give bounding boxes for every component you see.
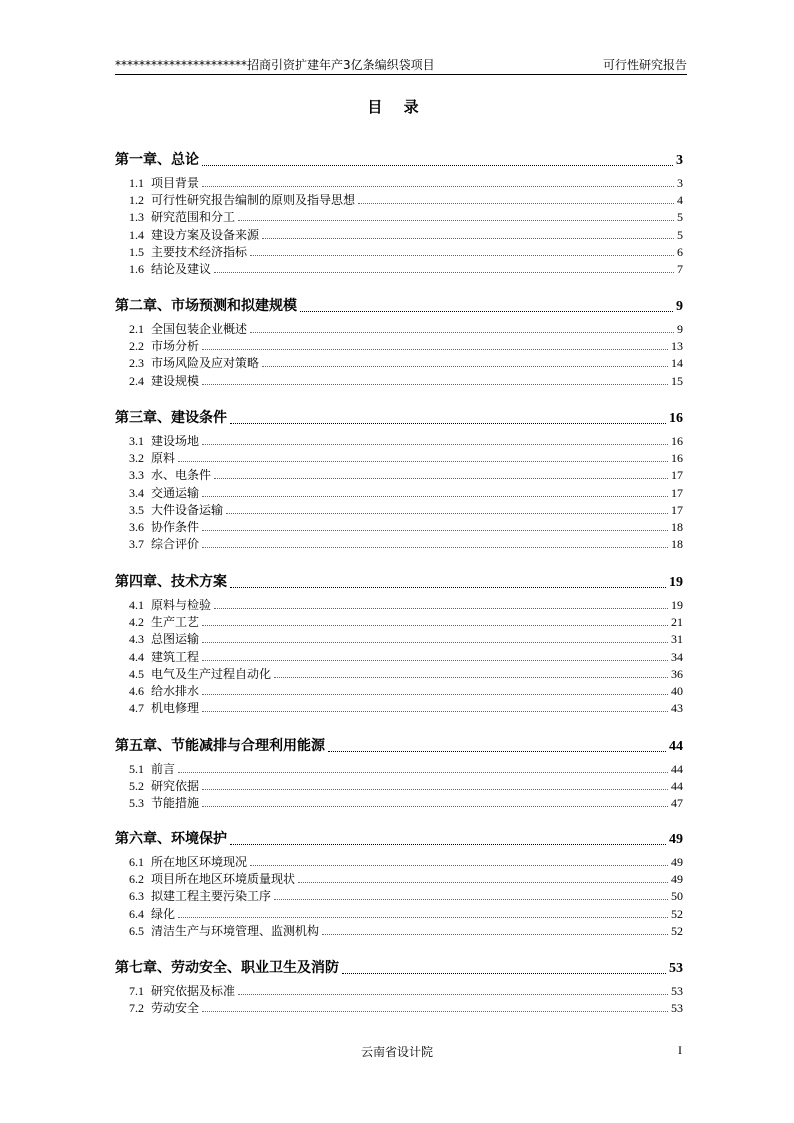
toc-section-title: 给水排水 xyxy=(151,684,200,698)
toc-chapter-page: 19 xyxy=(669,575,683,590)
toc-section-page: 4 xyxy=(677,193,683,208)
toc-section-number: 4.4 xyxy=(129,649,144,664)
toc-section-entry[interactable] xyxy=(129,373,683,389)
toc-section-page: 19 xyxy=(671,598,683,612)
toc-section-number: 7.2 xyxy=(129,1001,144,1016)
toc-section-page: 5 xyxy=(677,210,683,225)
toc-leader-dots xyxy=(230,422,666,424)
toc-section-page: 52 xyxy=(671,923,683,938)
toc-chapter-entry[interactable] xyxy=(115,958,683,978)
toc-leader-dots xyxy=(274,898,668,900)
toc-section-page: 44 xyxy=(671,779,683,794)
toc-section-number: 6.3 xyxy=(129,889,144,904)
toc-section-entry[interactable] xyxy=(129,467,683,483)
toc-section-number: 1.4 xyxy=(129,227,144,242)
toc-leader-dots xyxy=(214,607,668,609)
toc-section-title: 前言 xyxy=(151,762,176,776)
toc-section-number: 1.3 xyxy=(129,210,144,225)
toc-leader-dots xyxy=(214,271,674,273)
toc-section-entry[interactable] xyxy=(129,227,683,243)
toc-section-title: 大件设备运输 xyxy=(151,502,224,517)
toc-leader-dots xyxy=(202,546,668,548)
toc-section-title: 劳动安全 xyxy=(151,1001,200,1016)
toc-section-page: 49 xyxy=(671,855,683,869)
toc-section-page: 17 xyxy=(671,502,683,517)
toc-chapter-title: 第七章、劳动安全、职业卫生及消防 xyxy=(115,960,339,976)
toc-section-page: 14 xyxy=(671,356,683,371)
toc-section-entry[interactable] xyxy=(129,1000,683,1016)
toc-section-page: 9 xyxy=(677,322,683,336)
toc-leader-dots xyxy=(250,254,674,256)
toc-leader-dots xyxy=(178,916,668,918)
toc-leader-dots xyxy=(178,771,668,773)
toc-chapter-page: 3 xyxy=(676,153,683,168)
toc-section-entry[interactable] xyxy=(129,502,683,518)
toc-section-number: 2.2 xyxy=(129,339,144,354)
toc-section-number: 1.2 xyxy=(129,193,144,208)
toc-section-number: 3.4 xyxy=(129,485,144,500)
toc-chapter-page: 44 xyxy=(669,739,683,754)
toc-section-entry[interactable] xyxy=(129,906,683,922)
toc-leader-dots xyxy=(202,348,668,350)
toc-section-number: 5.3 xyxy=(129,796,144,811)
toc-section-entry[interactable] xyxy=(129,536,683,552)
toc-section-title: 生产工艺 xyxy=(151,615,200,630)
toc-leader-dots xyxy=(358,202,674,204)
toc-section-number: 3.5 xyxy=(129,502,144,517)
toc-section-entry[interactable] xyxy=(129,433,683,449)
toc-section-page: 18 xyxy=(671,520,683,534)
toc-chapter-entry[interactable] xyxy=(115,829,683,849)
toc-leader-dots xyxy=(226,512,668,514)
toc-leader-dots xyxy=(202,1010,668,1012)
toc-section-page: 43 xyxy=(671,701,683,716)
toc-chapter-title: 第一章、总论 xyxy=(115,152,199,168)
toc-section-title: 主要技术经济指标 xyxy=(151,244,248,259)
toc-section-number: 2.3 xyxy=(129,356,144,371)
toc-chapter-page: 16 xyxy=(669,411,683,426)
toc-section-entry[interactable] xyxy=(129,761,683,777)
toc-section-title: 绿化 xyxy=(151,906,176,921)
toc-leader-dots xyxy=(202,624,668,626)
toc-section-number: 1.1 xyxy=(129,176,144,190)
toc-leader-dots xyxy=(230,843,666,845)
toc-section-number: 5.2 xyxy=(129,779,144,794)
toc-section-title: 总图运输 xyxy=(151,632,200,647)
toc-section-entry[interactable] xyxy=(129,700,683,716)
toc-section-title: 研究依据 xyxy=(151,779,200,794)
toc-section-title: 研究依据及标准 xyxy=(151,984,236,998)
toc-section-title: 全国包装企业概述 xyxy=(151,322,248,336)
toc-chapter-title: 第六章、环境保护 xyxy=(115,831,227,847)
toc-section-number: 4.1 xyxy=(129,598,144,612)
toc-section-title: 原料 xyxy=(151,451,176,466)
toc-chapter-title: 第三章、建设条件 xyxy=(115,410,227,426)
toc-section-entry[interactable] xyxy=(129,666,683,682)
toc-section-title: 建筑工程 xyxy=(151,649,200,664)
toc-section-page: 31 xyxy=(671,632,683,647)
toc-section-entry[interactable] xyxy=(129,244,683,260)
footer-organization: 云南省设计院 xyxy=(360,1045,433,1059)
toc-section-title: 所在地区环境现况 xyxy=(151,855,248,869)
toc-section-entry[interactable] xyxy=(129,338,683,354)
toc-section-entry[interactable] xyxy=(129,631,683,647)
toc-leader-dots xyxy=(202,805,668,807)
toc-section-title: 综合评价 xyxy=(151,537,200,552)
toc-leader-dots xyxy=(328,750,666,752)
toc-section-title: 可行性研究报告编制的原则及指导思想 xyxy=(151,193,356,208)
toc-leader-dots xyxy=(238,993,668,995)
toc-section-title: 项目所在地区环境质量现状 xyxy=(151,872,296,887)
toc-section-entry[interactable] xyxy=(129,683,683,699)
toc-leader-dots xyxy=(202,659,668,661)
toc-chapter-page: 53 xyxy=(669,961,683,976)
toc-leader-dots xyxy=(202,164,673,166)
toc-section-number: 6.2 xyxy=(129,872,144,887)
toc-section-title: 建设方案及设备来源 xyxy=(151,227,260,242)
toc-section-title: 原料与检验 xyxy=(151,598,212,612)
header-divider xyxy=(115,74,687,75)
toc-leader-dots xyxy=(322,933,668,935)
toc-section-entry[interactable] xyxy=(129,614,683,630)
toc-leader-dots xyxy=(178,460,668,462)
toc-leader-dots xyxy=(202,443,668,445)
toc-section-title: 电气及生产过程自动化 xyxy=(151,666,272,681)
toc-section-page: 50 xyxy=(671,889,683,904)
toc-section-number: 1.6 xyxy=(129,262,144,276)
toc-section-title: 市场风险及应对策略 xyxy=(151,356,260,371)
toc-section-page: 49 xyxy=(671,872,683,887)
page-footer xyxy=(0,1043,794,1059)
toc-chapter-title: 第五章、节能减排与合理利用能源 xyxy=(115,738,325,754)
toc-chapter-entry[interactable] xyxy=(115,150,683,170)
toc-chapter-entry[interactable] xyxy=(115,408,683,428)
toc-title: 目 录 xyxy=(367,98,427,116)
toc-section-number: 3.1 xyxy=(129,434,144,448)
toc-section-title: 清洁生产与环境管理、监测机构 xyxy=(151,923,320,938)
toc-section-number: 1.5 xyxy=(129,244,144,259)
toc-leader-dots xyxy=(274,676,668,678)
toc-leader-dots xyxy=(298,881,668,883)
toc-section-page: 52 xyxy=(671,906,683,921)
toc-section-entry[interactable] xyxy=(129,261,683,277)
toc-chapter-entry[interactable] xyxy=(115,296,683,316)
toc-section-number: 5.1 xyxy=(129,762,144,776)
toc-leader-dots xyxy=(202,788,668,790)
toc-section-entry[interactable] xyxy=(129,649,683,665)
toc-leader-dots xyxy=(230,586,666,588)
toc-section-page: 16 xyxy=(671,451,683,466)
toc-section-title: 项目背景 xyxy=(151,176,200,190)
toc-leader-dots xyxy=(202,383,668,385)
toc-section-number: 2.1 xyxy=(129,322,144,336)
toc-leader-dots xyxy=(250,331,674,333)
toc-section-entry[interactable] xyxy=(129,321,683,337)
toc-section-number: 3.7 xyxy=(129,537,144,552)
toc-section-title: 交通运输 xyxy=(151,485,200,500)
toc-section-entry[interactable] xyxy=(129,923,683,939)
toc-section-number: 6.1 xyxy=(129,855,144,869)
toc-section-page: 21 xyxy=(671,615,683,630)
toc-section-page: 7 xyxy=(677,262,683,276)
toc-section-page: 16 xyxy=(671,434,683,448)
toc-section-page: 40 xyxy=(671,684,683,698)
toc-section-title: 水、电条件 xyxy=(151,468,212,483)
toc-section-page: 47 xyxy=(671,796,683,811)
toc-section-page: 17 xyxy=(671,468,683,483)
toc-section-entry[interactable] xyxy=(129,192,683,208)
toc-leader-dots xyxy=(202,710,668,712)
footer-page-number: I xyxy=(678,1043,682,1057)
toc-section-entry[interactable] xyxy=(129,597,683,613)
toc-section-page: 53 xyxy=(671,984,683,998)
page-header xyxy=(115,57,687,73)
toc-chapter-entry[interactable] xyxy=(115,736,683,756)
toc-leader-dots xyxy=(214,477,668,479)
header-document-type: 可行性研究报告 xyxy=(602,58,687,72)
toc-leader-dots xyxy=(300,310,673,312)
toc-chapter-page: 49 xyxy=(669,832,683,847)
toc-leader-dots xyxy=(202,693,668,695)
toc-section-number: 4.5 xyxy=(129,666,144,681)
toc-section-page: 3 xyxy=(677,176,683,190)
toc-section-entry[interactable] xyxy=(129,778,683,794)
toc-section-number: 4.6 xyxy=(129,684,144,698)
toc-section-number: 3.3 xyxy=(129,468,144,483)
toc-section-number: 3.6 xyxy=(129,520,144,534)
toc-section-title: 建设规模 xyxy=(151,373,200,388)
toc-section-title: 市场分析 xyxy=(151,339,200,354)
toc-section-number: 4.2 xyxy=(129,615,144,630)
toc-section-page: 6 xyxy=(677,244,683,259)
toc-section-page: 44 xyxy=(671,762,683,776)
toc-section-entry[interactable] xyxy=(129,795,683,811)
toc-section-title: 节能措施 xyxy=(151,796,200,811)
toc-section-title: 协作条件 xyxy=(151,520,200,534)
toc-section-entry[interactable] xyxy=(129,175,683,191)
toc-leader-dots xyxy=(238,219,674,221)
toc-section-title: 研究范围和分工 xyxy=(151,210,236,225)
toc-section-number: 6.5 xyxy=(129,923,144,938)
toc-section-page: 17 xyxy=(671,485,683,500)
toc-section-number: 3.2 xyxy=(129,451,144,466)
toc-section-entry[interactable] xyxy=(129,355,683,371)
toc-section-entry[interactable] xyxy=(129,888,683,904)
toc-leader-dots xyxy=(202,495,668,497)
toc-section-title: 结论及建议 xyxy=(151,262,212,276)
toc-section-page: 36 xyxy=(671,666,683,681)
toc-section-entry[interactable] xyxy=(129,854,683,870)
toc-section-entry[interactable] xyxy=(129,450,683,466)
toc-section-page: 18 xyxy=(671,537,683,552)
toc-leader-dots xyxy=(202,641,668,643)
toc-section-entry[interactable] xyxy=(129,209,683,225)
toc-chapter-page: 9 xyxy=(676,299,683,314)
toc-section-number: 4.7 xyxy=(129,701,144,716)
toc-leader-dots xyxy=(250,864,668,866)
toc-section-page: 34 xyxy=(671,649,683,664)
toc-section-title: 拟建工程主要污染工序 xyxy=(151,889,272,904)
toc-section-title: 建设场地 xyxy=(151,434,200,448)
toc-section-number: 6.4 xyxy=(129,906,144,921)
toc-leader-dots xyxy=(202,185,674,187)
toc-section-title: 机电修理 xyxy=(151,701,200,716)
toc-section-entry[interactable] xyxy=(129,519,683,535)
toc-section-number: 4.3 xyxy=(129,632,144,647)
toc-leader-dots xyxy=(262,237,674,239)
toc-section-entry[interactable] xyxy=(129,485,683,501)
toc-chapter-title: 第二章、市场预测和拟建规模 xyxy=(115,298,297,314)
toc-section-entry[interactable] xyxy=(129,983,683,999)
toc-section-page: 53 xyxy=(671,1001,683,1016)
toc-section-page: 5 xyxy=(677,227,683,242)
toc-section-page: 15 xyxy=(671,373,683,388)
toc-section-number: 7.1 xyxy=(129,984,144,998)
toc-leader-dots xyxy=(202,529,668,531)
toc-section-number: 2.4 xyxy=(129,373,144,388)
toc-leader-dots xyxy=(342,972,666,974)
toc-chapter-title: 第四章、技术方案 xyxy=(115,574,227,590)
header-project-title: **********************招商引资扩建年产3亿条编织袋项目 xyxy=(115,58,435,72)
toc-section-page: 13 xyxy=(671,339,683,354)
toc-section-entry[interactable] xyxy=(129,871,683,887)
toc-leader-dots xyxy=(262,365,668,367)
toc-chapter-entry[interactable] xyxy=(115,572,683,592)
